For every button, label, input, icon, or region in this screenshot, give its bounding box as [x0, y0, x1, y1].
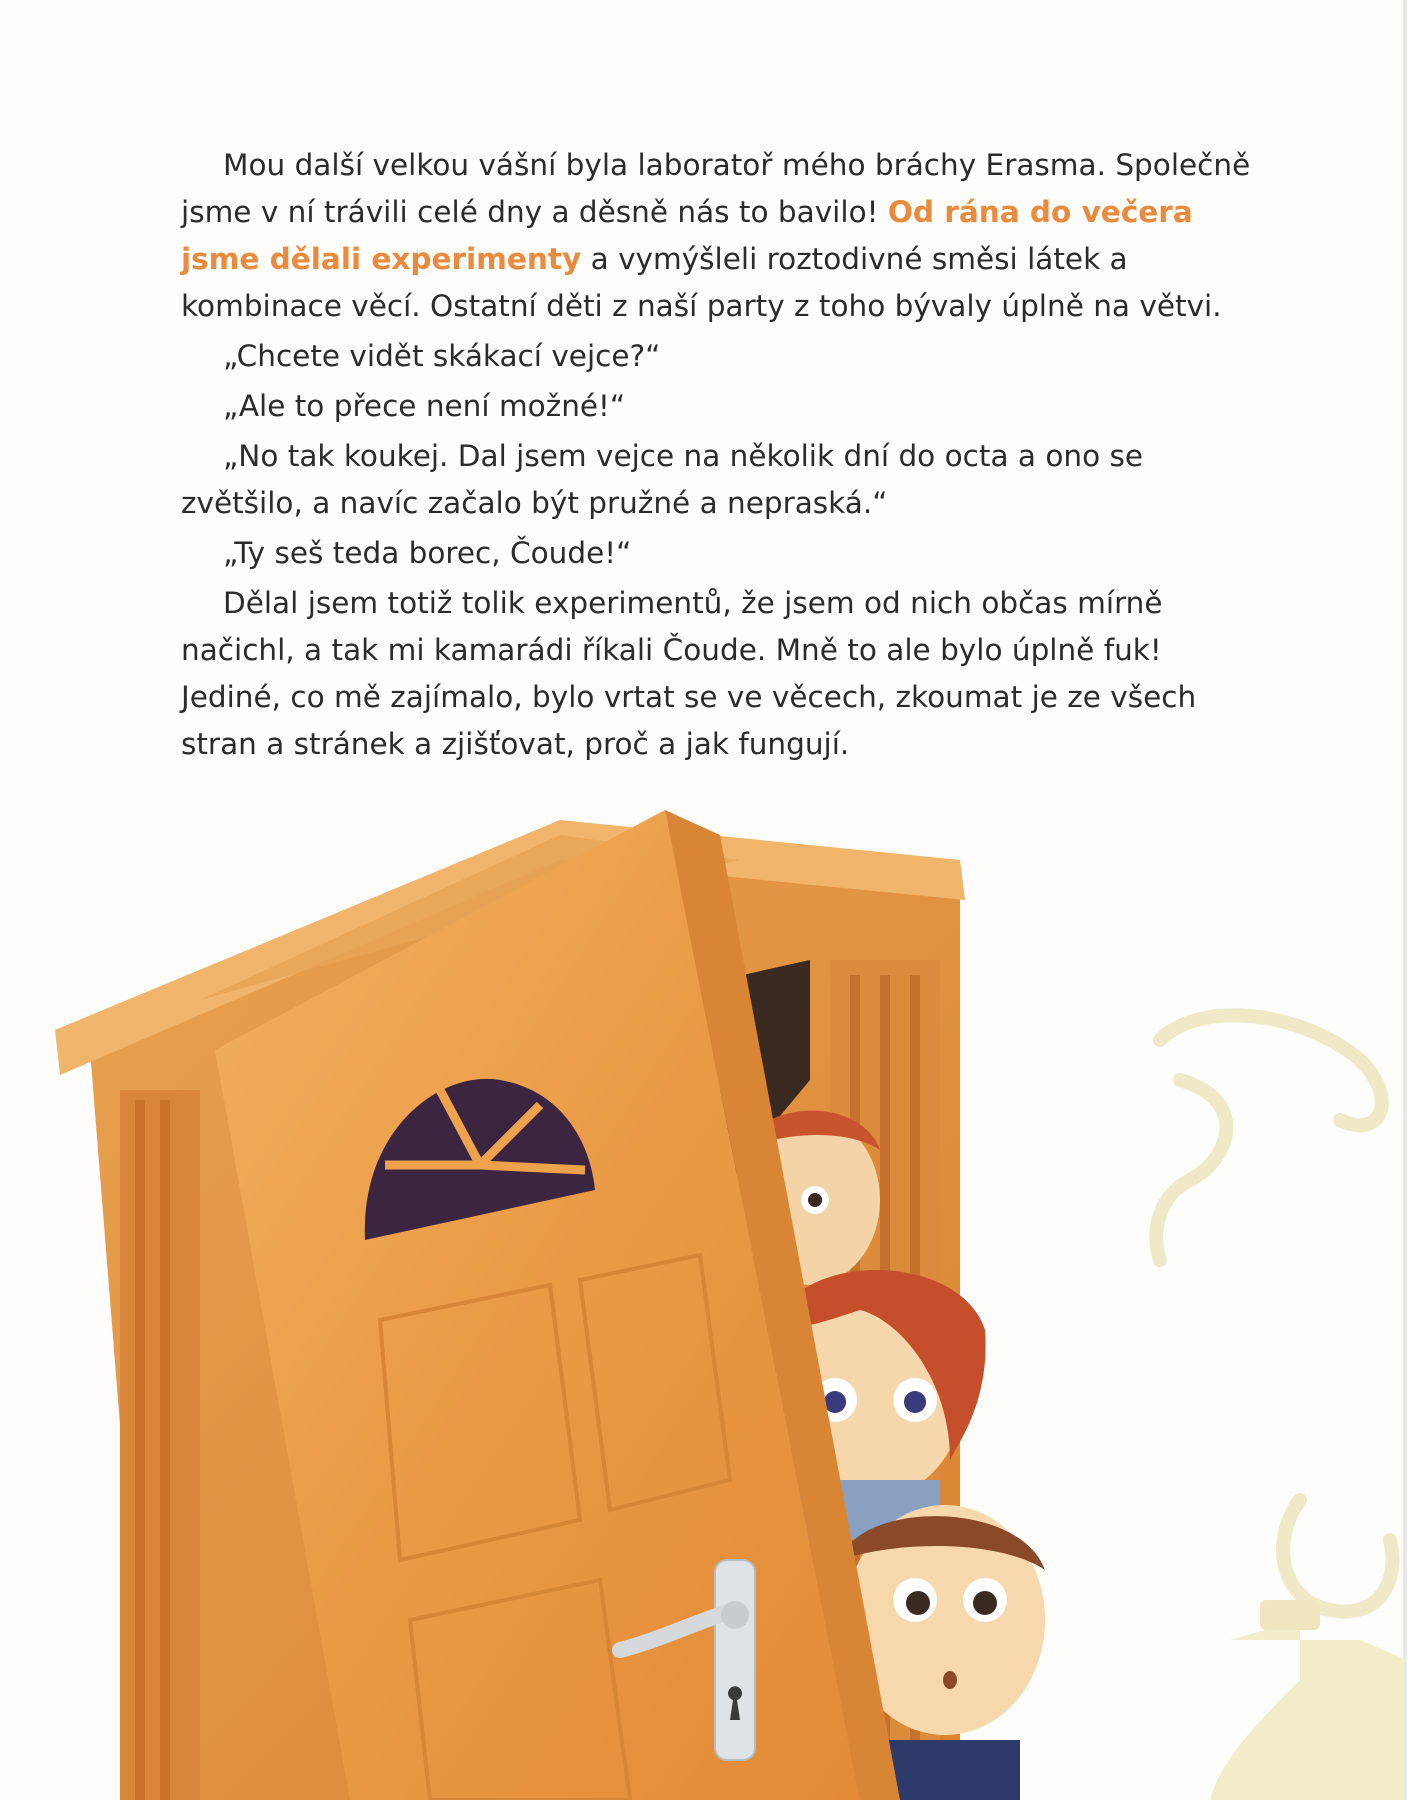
dialogue-line-2: „Ale to přece není možné!“ [223, 389, 626, 423]
flask-bottom-icon [1210, 1600, 1407, 1800]
dialogue-line-3: „No tak koukej. Dal jsem vejce na několik dní do octa a ono se zvětšilo, a navíc začalo být pružné a nepraská.“ [181, 439, 1144, 520]
paragraph-1-start: Mou další velkou vášní byla laboratoř mého bráchy Erasma. Společně jsme v ní trávili celé dny a děsně nás to bavilo! [181, 148, 1251, 229]
highlighted-phrase: Od rána do večera jsme dělali experimenty [181, 195, 1193, 276]
dialogue-line-1: „Chcete vidět skákací vejce?“ [223, 339, 661, 373]
paragraph-1-end: a vymýšleli roztodivné směsi látek a kombinace věcí. Ostatní děti z naší party z toho bývaly úplně na větvi. [181, 242, 1222, 323]
dialogue-line-4: „Ty seš teda borec, Čoude!“ [223, 536, 632, 570]
paragraph-final: Dělal jsem totiž tolik experimentů, že jsem od nich občas mírně načichl, a tak mi kamarádi říkali Čoude. Mně to ale bylo úplně fuk! Jediné, co mě zajímalo, bylo vrtat se ve věcech, zkoumat je ze všech stran a stránek a zjišťovat, proč a jak fungují. [181, 586, 1197, 761]
wardrobe-illustration [0, 780, 1407, 1800]
flask-icon [1156, 1015, 1392, 1611]
story-text [181, 142, 1271, 771]
paragraph-1 [181, 142, 1271, 330]
page-edge [1403, 0, 1407, 1800]
